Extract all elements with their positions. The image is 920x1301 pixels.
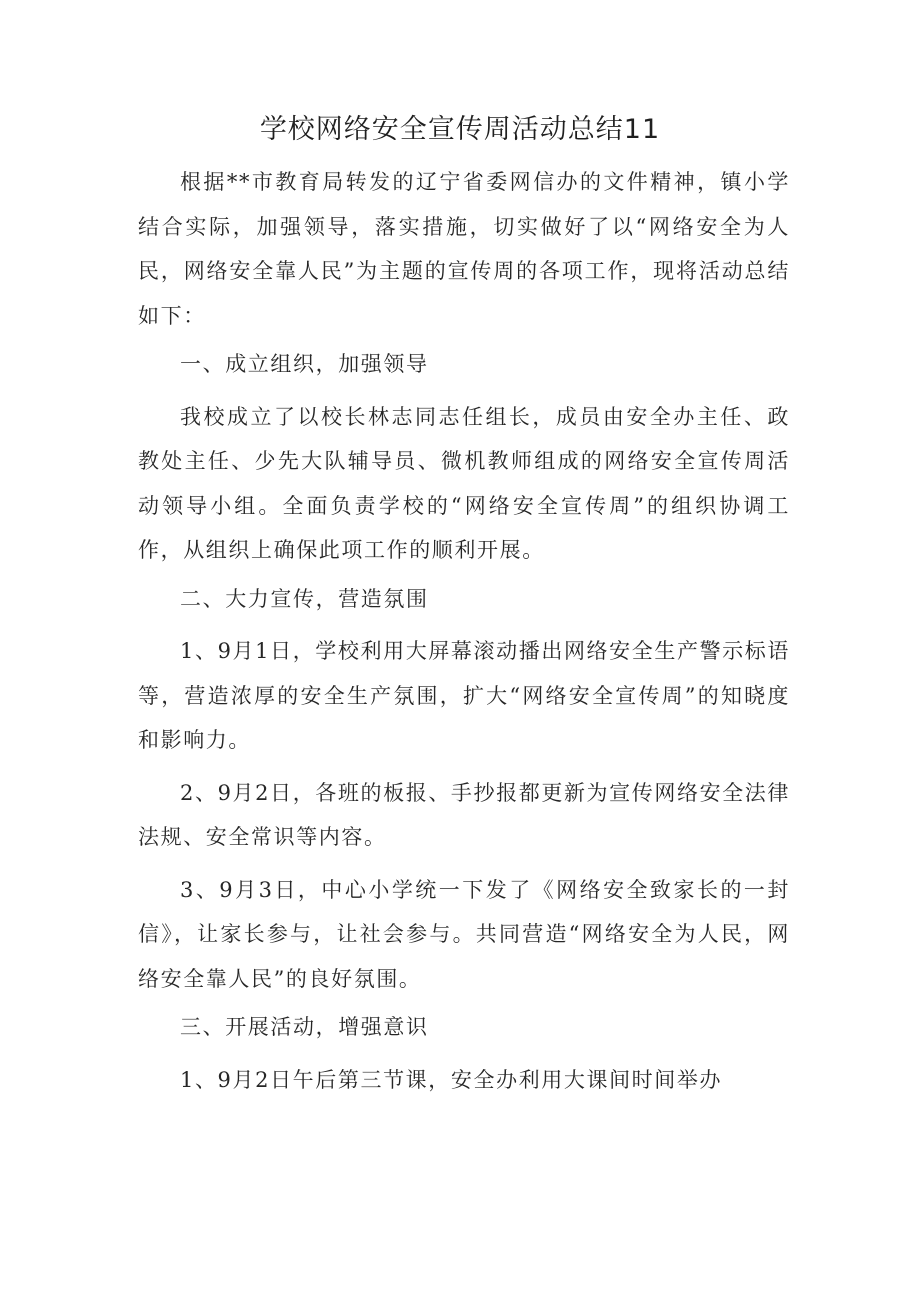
section-2-item-2: 2、9月2日，各班的板报、手抄报都更新为宣传网络安全法律法规、安全常识等内容。 [138,780,790,849]
document-body [138,160,790,1102]
section-3-item-1: 1、9月2日午后第三节课，安全办利用大课间时间举办 [180,1067,723,1092]
section-2-item-3: 3、9月3日，中心小学统一下发了《网络安全致家长的一封信》，让家长参与，让社会参与。共同营造“网络安全为人民，网络安全靠人民”的良好氛围。 [138,877,790,991]
section-2-item-1: 1、9月1日，学校利用大屏幕滚动播出网络安全生产警示标语等，营造浓厚的安全生产氛围，扩大“网络安全宣传周”的知晓度和影响力。 [138,639,790,752]
section-1-paragraph: 我校成立了以校长林志同志任组长，成员由安全办主任、政教处主任、少先大队辅导员、微机教师组成的网络安全宣传周活动领导小组。全面负责学校的“网络安全宣传周”的组织协调工作，从组织上确保此项工作的顺利开展。 [138,404,790,562]
section-heading-1: 一、成立组织，加强领导 [180,352,429,376]
intro-paragraph: 根据**市教育局转发的辽宁省委网信办的文件精神，镇小学结合实际，加强领导，落实措施，切实做好了以“网络安全为人民，网络安全靠人民”为主题的宣传周的各项工作，现将活动总结如下： [138,170,790,328]
section-heading-3: 三、开展活动，增强意识 [180,1015,429,1039]
section-heading-2: 二、大力宣传，营造氛围 [180,586,429,611]
document-title: 学校网络安全宣传周活动总结11 [259,114,661,145]
